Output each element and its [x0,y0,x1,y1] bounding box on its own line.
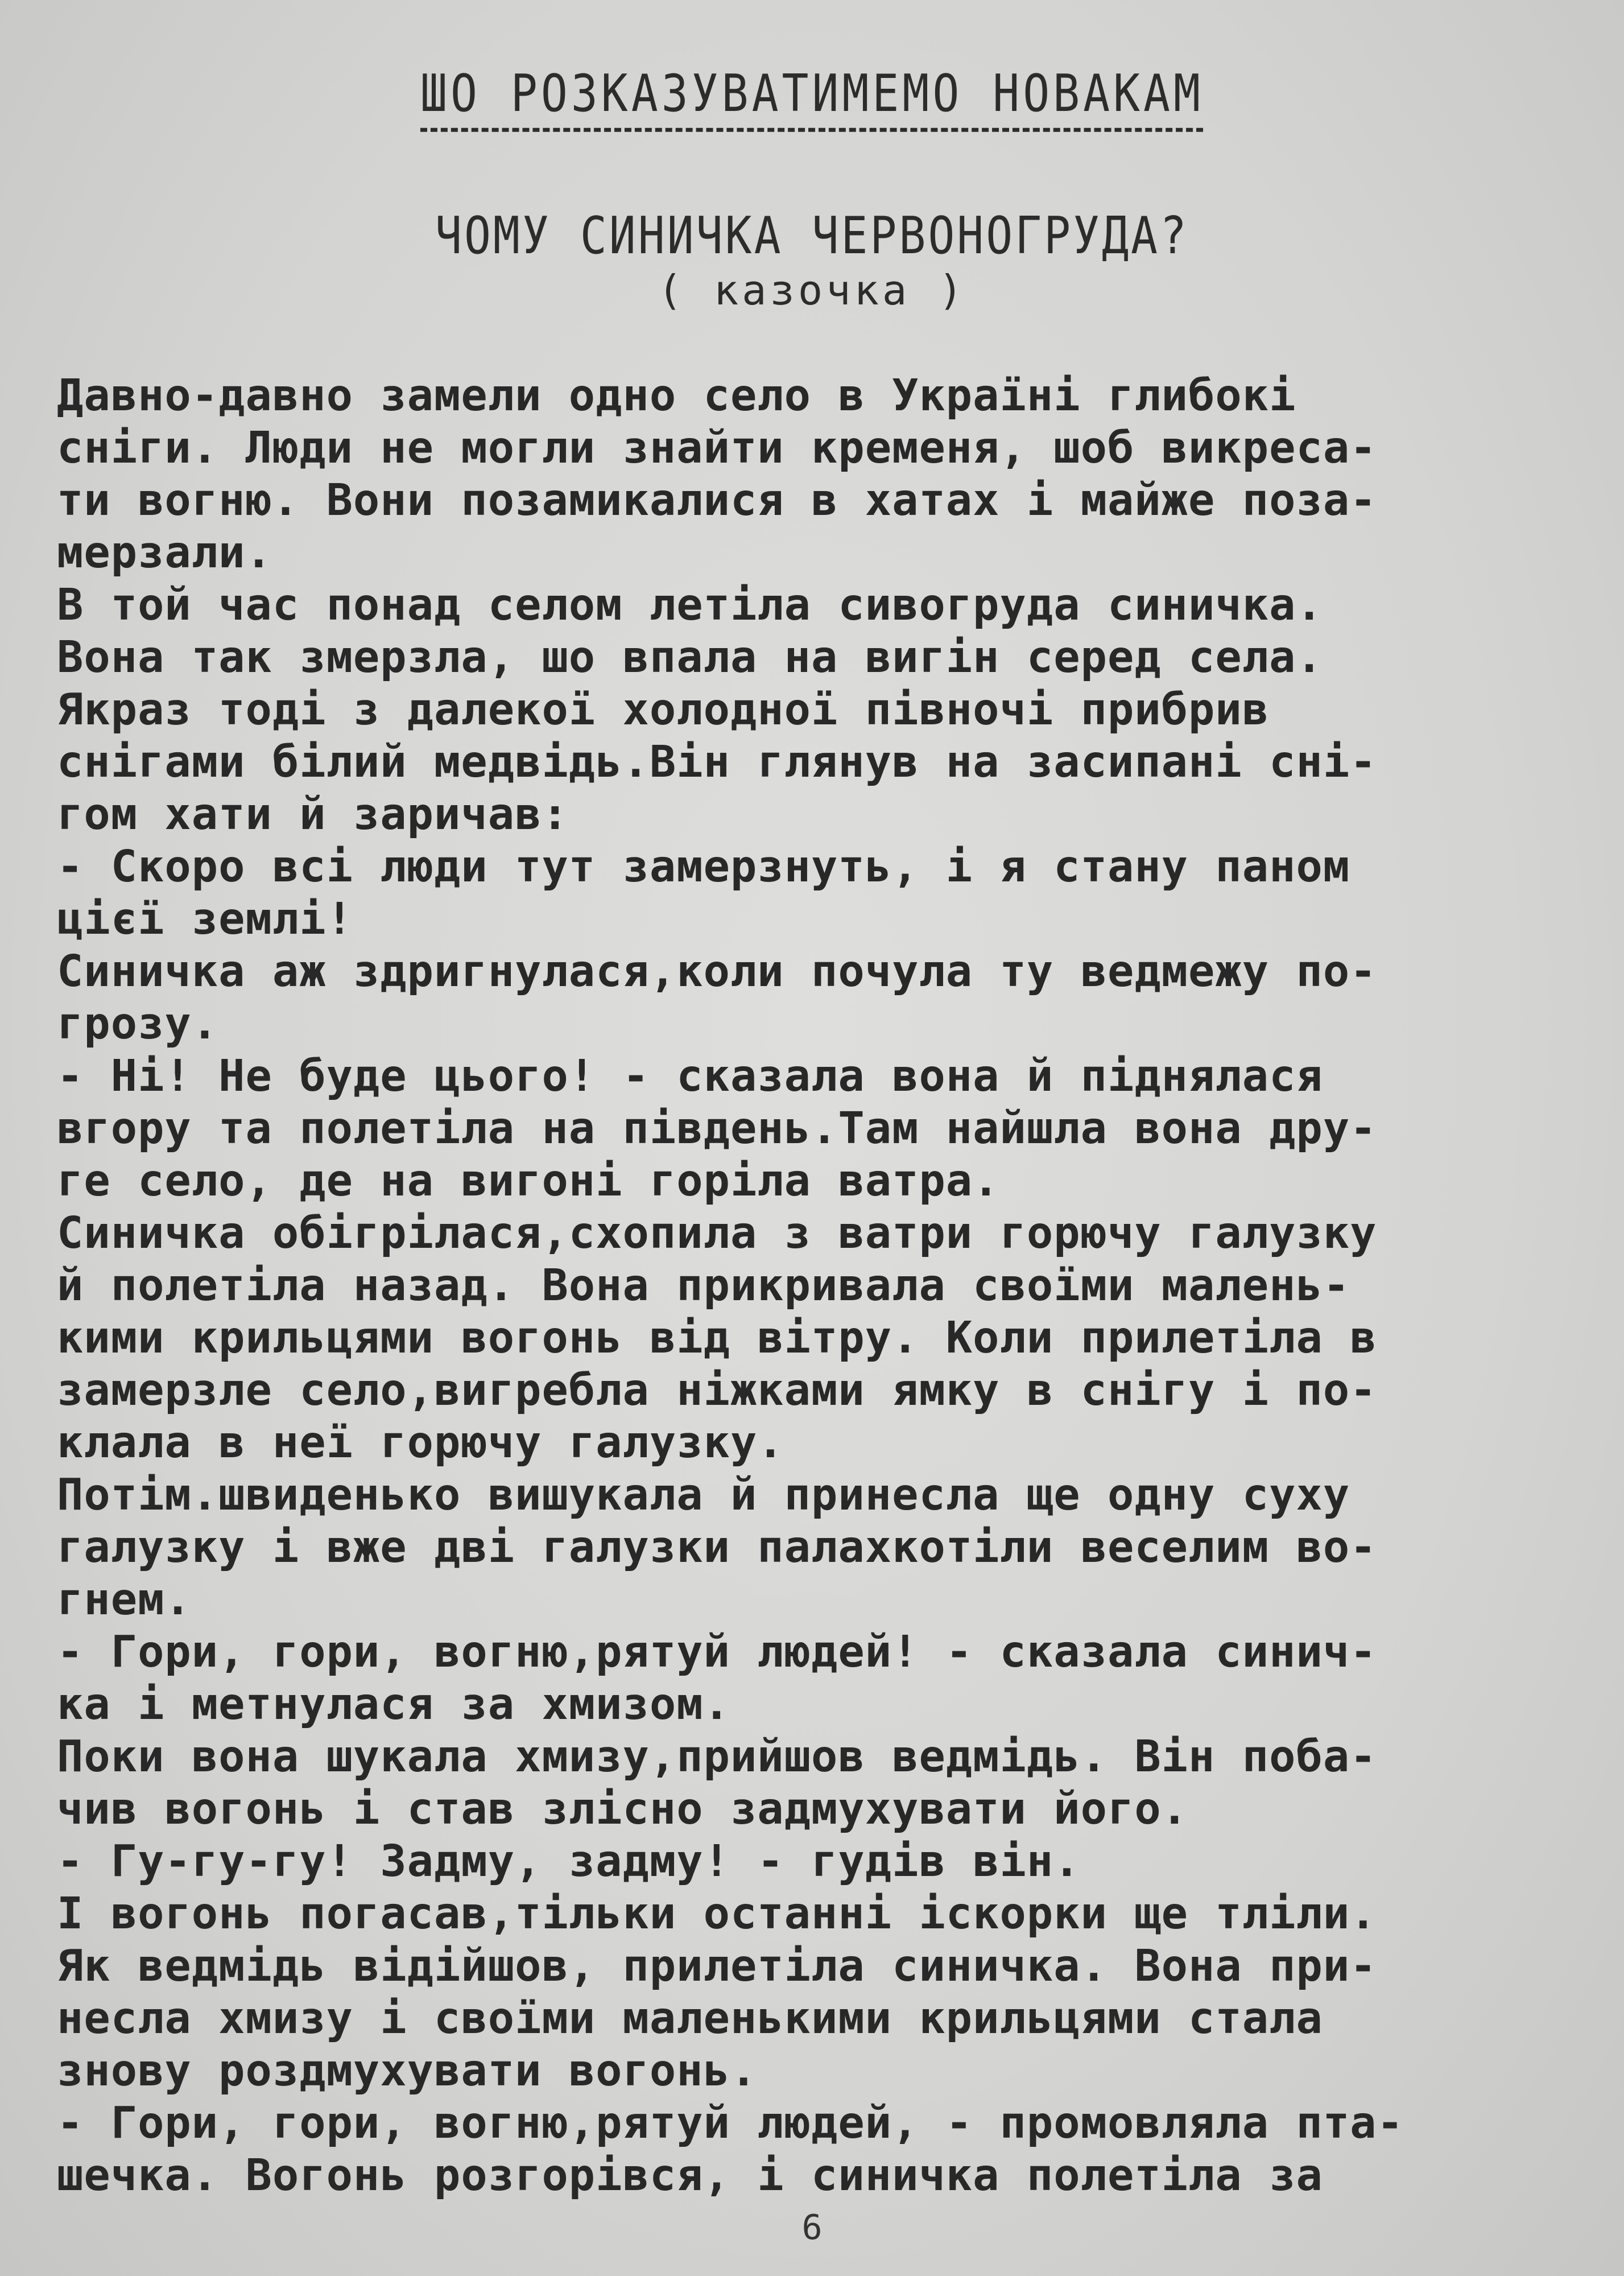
text-line: кими крильцями вогонь від вітру. Коли прилетіла в [57,1313,1377,1363]
text-line: - Скоро всі люди тут замерзнуть, і я стану паном [57,842,1350,892]
text-line: гнем. [57,1574,192,1625]
text-line: сніги. Люди не могли знайти кременя, шоб викреса- [57,423,1377,473]
text-line: й полетіла назад. Вона прикривала своїми малень- [57,1260,1350,1311]
text-line: - Гу-гу-гу! Задму, задму! - гудів він. [57,1836,1081,1887]
text-line: Синичка обігрілася,схопила з ватри горючу галузку [57,1208,1377,1259]
text-line: несла хмизу і своїми маленькими крильцями стала [57,1993,1323,2044]
text-line: грозу. [57,999,219,1049]
text-line: - Ні! Не буде цього! - сказала вона й піднялася [57,1051,1323,1102]
text-line: В той час понад селом летіла сивогруда синичка. [57,580,1323,630]
text-line: ка і метнулася за хмизом. [57,1679,730,1730]
text-line: ге село, де на вигоні горіла ватра. [57,1156,1000,1206]
text-line: ти вогню. Вони позамикалися в хатах і майже поза- [57,475,1377,526]
text-line: Синичка аж здригнулася,коли почула ту ведмежу по- [57,946,1377,997]
text-line: Вона так змерзла, шо впала на вигін серед села. [57,632,1323,683]
text-line: Якраз тоді з далекої холодної півночі прибрив [57,685,1270,735]
story-body [57,370,1593,2202]
text-line: Давно-давно замели одно село в Україні глибокі [57,370,1296,421]
text-line: вгору та полетіла на південь.Там найшла вона дру- [57,1103,1377,1154]
story-title: ЧОМУ СИНИЧКА ЧЕРВОНОГРУДА? [435,207,1189,266]
text-line: шечка. Вогонь розгорівся, і синичка полетіла за [57,2150,1323,2201]
text-line: снігами білий медвідь.Він глянув на засипані сні- [57,737,1377,787]
text-line: галузку і вже дві галузки палахкотіли веселим во- [57,1522,1377,1573]
text-line: мерзали. [57,527,272,578]
text-line: Потім.швиденько вишукала й принесла ще одну суху [57,1470,1350,1520]
text-line: цієї землі! [57,894,353,945]
text-line: Як ведмідь відійшов, прилетіла синичка. Вона при- [57,1941,1377,1991]
text-line: знову роздмухувати вогонь. [57,2046,758,2096]
story-subtitle: ( казочка ) [658,266,966,314]
text-line: - Гори, гори, вогню,рятуй людей! - сказала синич- [57,1627,1377,1677]
text-line: клала в неї горючу галузку. [57,1417,784,1468]
page-number: 6 [801,2208,823,2248]
text-line: Поки вона шукала хмизу,прийшов ведмідь. Він поба- [57,1731,1377,1782]
text-line: І вогонь погасав,тільки останні іскорки ще тліли. [57,1889,1377,1939]
text-line: замерзле село,вигребла ніжками ямку в снігу і по- [57,1365,1377,1416]
text-line: чив вогонь і став злісно задмухувати його. [57,1784,1189,1834]
text-line: гом хати й заричав: [57,789,569,840]
series-title: ШО РОЗКАЗУВАТИМЕМО НОВАКАМ [420,64,1204,123]
text-line: - Гори, гори, вогню,рятуй людей, - промовляла пта- [57,2098,1404,2149]
